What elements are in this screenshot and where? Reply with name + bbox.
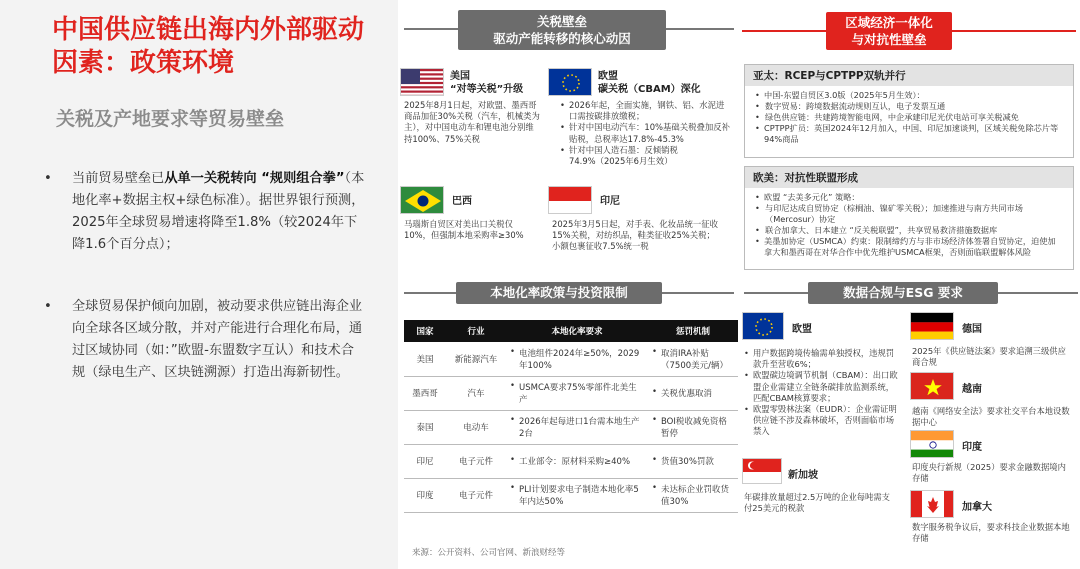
eu-us-line-1: • 欧盟 “去美多元化” 策略：: [755, 192, 1063, 203]
cell-country: 墨西哥: [404, 376, 446, 410]
compliance-germany-desc: 2025年《供应链法案》要求追溯三级供应商合规: [912, 346, 1066, 368]
us-name: [450, 70, 523, 96]
left-panel: [0, 0, 398, 569]
cell-penalty: • 关税优惠取消: [652, 387, 734, 399]
asia-line-3: • 绿色供应链：共建跨境智能电网，中企承建印尼光伏电站可享关税减免: [755, 112, 1063, 123]
compliance-eu-line-1: • 用户数据跨境传输需单独授权，违规罚款升至营收6%；: [744, 348, 900, 370]
india-flag-icon: [910, 430, 954, 458]
compliance-singapore-desc: 年碳排放量超过2.5万吨的企业每吨需支付25美元的税款: [744, 492, 890, 514]
indonesia-name: 印尼: [600, 196, 620, 207]
eu-us-box: [744, 166, 1074, 270]
eu-bullet-1: • 2026年起，全面实施，钢铁、铝、水泥进口需按碳排放缴税；: [560, 100, 730, 122]
asia-line-1: • 中国-东盟自贸区3.0版（2025年5月生效）：: [755, 90, 1063, 101]
eu-name-line1: 欧盟: [598, 71, 618, 82]
tariff-header-subtitle: 驱动产能转移的核心动因: [493, 31, 631, 46]
compliance-eu-desc: [744, 348, 900, 438]
compliance-eu-line-2: • 欧盟碳边境调节机制（CBAM）：出口欧盟企业需建立全链条碳排放监测系统，匹配CBAM核算要求；: [744, 370, 900, 404]
cell-requirement: • USMCA要求75%零部件北美生产: [510, 381, 644, 405]
indonesia-desc: 2025年3月5日起，对手表、化妆品统一征收15%关税，对纺织品，鞋类征收25%关税；小额包裹征收7.5%统一税: [552, 219, 718, 252]
asia-pacific-box: [744, 64, 1074, 158]
cell-industry: 电子元件: [446, 444, 506, 478]
eu-us-line-4: • 美墨加协定（USMCA）约束：限制缔约方与非市场经济体签署自贸协定，迫使加拿大和墨西哥在对华合作中优先维护USMCA框架，否则面临联盟解体风险: [755, 236, 1063, 258]
bullet-1-post: （本地化率+数据主权+绿色标准）。据世界银行预测，2025年全球贸易增速将降至1.8%（较2024年下降1.6个百分点）；: [72, 171, 365, 252]
cell-industry: 新能源汽车: [446, 342, 506, 376]
col-requirement: 本地化率要求: [506, 320, 648, 342]
cell-industry: 电动车: [446, 410, 506, 444]
table-row: [404, 376, 738, 410]
compliance-eu-name: 欧盟: [792, 324, 812, 335]
cell-country: 泰国: [404, 410, 446, 444]
eu-us-title: 欧美：对抗性联盟形成: [745, 167, 1073, 188]
bullet-1-pre: 当前贸易壁垒已: [72, 171, 165, 186]
cell-industry: 汽车: [446, 376, 506, 410]
eu-bullet-2: • 针对中国电动汽车：10%基础关税叠加反补贴税，总税率达17.8%-45.3%: [560, 122, 730, 144]
table-row: [404, 410, 738, 444]
cell-country: 印尼: [404, 444, 446, 478]
bullet-dot: •: [44, 299, 52, 314]
cell-requirement: • 电池组件2024年≥50%，2029年100%: [510, 347, 644, 371]
compliance-canada-name: 加拿大: [962, 502, 992, 513]
us-desc: 2025年8月1日起，对欧盟、墨西哥商品加征30%关税（汽车，机械类为主），对中国电动车和锂电池分别维持100%、75%关税: [404, 100, 540, 144]
eu-us-line-3: • 联合加拿大、日本建立 “反关税联盟”，共享贸易救济措施数据库: [755, 225, 1063, 236]
compliance-eu-line-3: • 欧盟零毁林法案（EUDR）：企业需证明供应链不涉及森林破坏，否则面临市场禁入: [744, 404, 900, 438]
vietnam-flag-icon: [910, 372, 954, 400]
compliance-india-name: 印度: [962, 442, 982, 453]
eu-desc: [560, 100, 730, 167]
cell-country: 美国: [404, 342, 446, 376]
tariff-header: [458, 10, 666, 50]
us-name-line1: 美国: [450, 71, 470, 82]
compliance-singapore-name: 新加坡: [788, 470, 818, 481]
table-row: [404, 478, 738, 512]
compliance-india-desc: 印度央行新规（2025）要求金融数据境内存储: [912, 462, 1066, 484]
cell-penalty: • BOI税收减免资格暂停: [652, 415, 734, 439]
cell-requirement: • PLI计划要求电子制造本地化率5年内达50%: [510, 483, 644, 507]
cell-requirement: • 工业部令：原材料采购≥40%: [510, 455, 644, 467]
tariff-header-title: 关税壁垒: [536, 14, 587, 29]
eu-us-line-2: • 与印尼达成自贸协定（棕榈油、镍矿零关税）；加速推进与南方共同市场（Mercosur）协定: [755, 203, 1063, 225]
table-header-row: [404, 320, 738, 342]
eu-name: [598, 70, 701, 96]
table-row: [404, 444, 738, 478]
canada-flag-icon: [910, 490, 954, 518]
brazil-name: 巴西: [452, 196, 472, 207]
singapore-flag-icon: [742, 458, 782, 484]
localization-header: 本地化率政策与投资限制: [456, 282, 662, 304]
indonesia-flag-icon: [548, 186, 592, 214]
col-penalty: 惩罚机制: [648, 320, 738, 342]
table-row: [404, 342, 738, 376]
compliance-header: 数据合规与ESG 要求: [808, 282, 998, 304]
cell-industry: 电子元件: [446, 478, 506, 512]
page-title: 中国供应链出海内外部驱动因素：政策环境: [52, 15, 365, 78]
cell-country: 印度: [404, 478, 446, 512]
cell-penalty: • 货值30%罚款: [652, 455, 734, 467]
compliance-canada-desc: 数字服务税争议后，要求科技企业数据本地存储: [912, 522, 1070, 544]
eu-flag-icon: [548, 68, 592, 96]
compliance-germany-name: 德国: [962, 324, 982, 335]
us-flag-icon: [400, 68, 444, 96]
asia-line-4: • CPTPP扩员：英国2024年12月加入，中国、印尼加速谈判，区域关税免除芯片等94%商品: [755, 123, 1063, 145]
brazil-flag-icon: [400, 186, 444, 214]
eu-bullet-3: • 针对中国人造石墨：反倾销税74.9%（2025年6月生效）: [560, 145, 730, 167]
compliance-vietnam-name: 越南: [962, 384, 982, 395]
us-name-line2: “对等关税”升级: [450, 84, 524, 95]
brazil-desc: 马瑙斯自贸区对美出口关税仅10%，但强制本地采购率≥30%: [404, 219, 524, 241]
col-industry: 行业: [446, 320, 506, 342]
region-header-subtitle: 与对抗性壁垒: [851, 32, 927, 47]
cell-penalty: • 取消IRA补贴（7500美元/辆）: [652, 347, 734, 371]
bullet-2-text: 全球贸易保护倾向加剧，被动要求供应链出海企业向全球各区域分散，并对产能进行合理化布局，通过区域协同（如：”欧盟-东盟数字互认）和技术合规（绿电生产、区块链溯源）打造出海新韧性。: [72, 299, 363, 380]
bullet-1-bold: 从单一关税转向 “规则组合拳”: [164, 171, 345, 186]
asia-pacific-title: 亚太：RCEP与CPTPP双轨并行: [745, 65, 1073, 86]
eu-name-line2: 碳关税（CBAM）深化: [598, 84, 701, 95]
germany-flag-icon: [910, 312, 954, 340]
cell-penalty: • 未达标企业罚收货值30%: [652, 483, 734, 507]
bullet-2: [46, 296, 366, 384]
region-header: [826, 12, 952, 50]
region-header-title: 区域经济一体化: [845, 15, 933, 30]
eu-flag-icon-2: [742, 312, 784, 340]
localization-table: [404, 320, 738, 513]
cell-requirement: • 2026年起每进口1台需本地生产2台: [510, 415, 644, 439]
bullet-1: [46, 168, 366, 256]
source-note: 来源：公开资料、公司官网、新浪财经等: [412, 548, 566, 558]
asia-line-2: • 数字贸易：跨境数据流动规则互认，电子发票互通: [755, 101, 1063, 112]
col-country: 国家: [404, 320, 446, 342]
bullet-dot: •: [44, 171, 52, 186]
page-subtitle: 关税及产地要求等贸易壁垒: [56, 108, 285, 130]
compliance-vietnam-desc: 越南《网络安全法》要求社交平台本地设数据中心: [912, 406, 1070, 428]
